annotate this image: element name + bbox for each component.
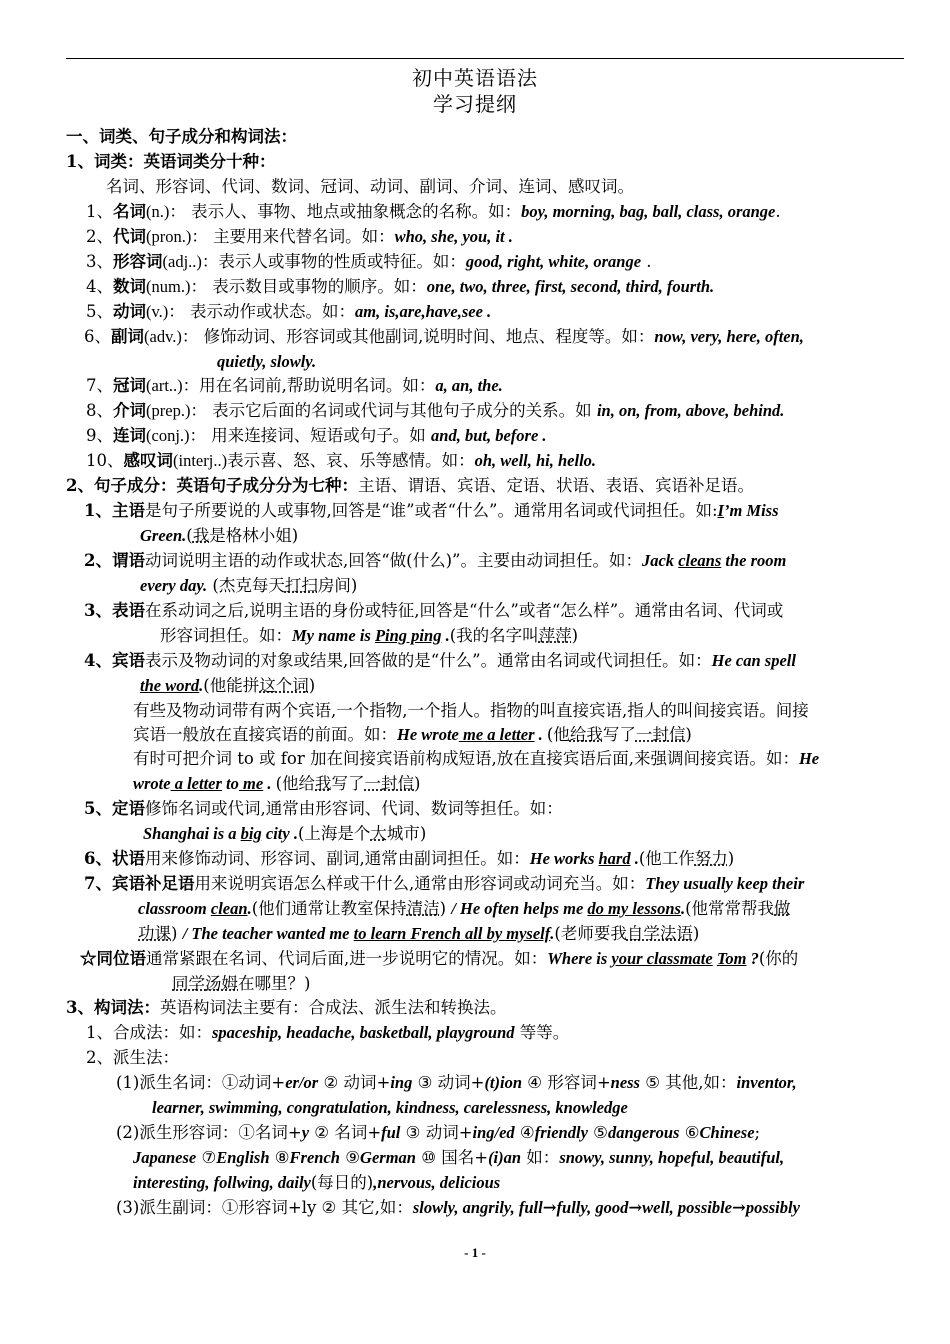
element-appositive: ☆同位语通常紧跟在名词、代词后面,进一步说明它的情况。如：Where is your classmate Tom ?(你的 [80, 949, 799, 968]
derived-adjectives-continuation: interesting, follwing, daily(每日的),nervous, delicious [133, 1173, 501, 1192]
element-complement-continuation: classroom clean.(他们通常让教室保持清洁) / He often helps me do my lessons.(他常常帮我做 [138, 899, 791, 918]
document-title: 初中英语语法 [412, 66, 538, 90]
word-class-item: 10、感叹词(interj..)表示喜、怒、哀、乐等感情。如：oh, well, hi, hello. [86, 451, 597, 470]
element-predicate: 2、谓语动词说明主语的动作或状态,回答“做(什么)”。主要由动词担任。如：Jack cleans the room [84, 551, 787, 570]
word-class-item: 4、数词(num.)： 表示数目或事物的顺序。如：one, two, three, first, second, third, fourth. [86, 277, 715, 296]
element-attribute-continuation: Shanghai is a big city .(上海是个大城市) [143, 824, 427, 843]
element-attribute: 5、定语修饰名词或代词,通常由形容词、代词、数词等担任。如： [84, 799, 563, 818]
element-subject: 1、主语是句子所要说的人或事物,回答是“谁”或者“什么”。通常用名词或代词担任。如:I’m Miss [84, 501, 779, 520]
formation-compound: 1、合成法：如：spaceship, headache, basketball, playground 等等。 [86, 1023, 570, 1042]
header-rule [66, 58, 904, 59]
element-object: 4、宾语表示及物动词的对象或结果,回答做的是“什么”。通常由名词或代词担任。如：He can spell [84, 651, 796, 670]
element-subject-continuation: Green.(我是格林小姐) [140, 526, 299, 545]
derived-nouns: (1)派生名词：①动词+er/or ② 动词+ing ③ 动词+(t)ion ④ 形容词+ness ⑤ 其他,如：inventor, [116, 1073, 797, 1092]
derived-adjectives-continuation: Japanese ⑦English ⑧French ⑨German ⑩ 国名+(i)an 如：snowy, sunny, hopeful, beautiful, [133, 1148, 785, 1167]
subheading-word-classes: 1、词类：英语词类分十种： [66, 152, 276, 171]
element-complement-continuation: 功课) / The teacher wanted me to learn French all by myself.(老师要我自学法语) [138, 924, 700, 943]
element-predicate-continuation: every day. (杰克每天打扫房间) [140, 576, 358, 595]
derived-adverbs: (3)派生副词：①形容词+ly ② 其它,如：slowly, angrily, full→fully, good→well, possible→possibly [116, 1198, 800, 1217]
document-subtitle: 学习提纲 [433, 92, 517, 116]
section-heading-1: 一、词类、句子成分和构词法： [66, 127, 297, 146]
word-class-item: 1、名词(n.)： 表示人、事物、地点或抽象概念的名称。如：boy, morning, bag, ball, class, orange. [86, 202, 781, 221]
formation-derivation: 2、派生法： [86, 1048, 179, 1067]
arrow-icon: → [542, 1198, 557, 1217]
object-paragraph-line: wrote a letter to me . (他给我写了一封信) [133, 774, 421, 793]
page-number: - 1 - [464, 1245, 486, 1260]
derived-nouns-examples: learner, swimming, congratulation, kindness, carelessness, knowledge [152, 1098, 628, 1117]
arrow-icon: → [628, 1198, 643, 1217]
word-class-item: 5、动词(v.)： 表示动作或状态。如：am, is,are,have,see . [86, 302, 492, 321]
word-class-item: 3、形容词(adj..)：表示人或事物的性质或特征。如：good, right, white, orange . [86, 252, 652, 271]
element-appositive-continuation: 同学汤姆在哪里？) [172, 974, 311, 993]
object-paragraph-line: 有时可把介词 to 或 for 加在间接宾语前构成短语,放在直接宾语后面,来强调间接宾语。如：He [133, 749, 820, 768]
word-class-item: 6、副词(adv.)： 修饰动词、形容词或其他副词,说明时间、地点、程度等。如：now, very, here, often, [84, 327, 804, 346]
word-class-list: 名词、形容词、代词、数词、冠词、动词、副词、介词、连词、感叹词。 [106, 177, 634, 196]
element-adverbial: 6、状语用来修饰动词、形容词、副词,通常由副词担任。如：He works hard .(他工作努力) [84, 849, 735, 868]
word-class-item: 9、连词(conj.)： 用来连接词、短语或句子。如 and, but, before . [86, 426, 547, 445]
word-class-item: 2、代词(pron.)： 主要用来代替名词。如：who, she, you, it . [86, 227, 513, 246]
object-paragraph-line: 有些及物动词带有两个宾语,一个指物,一个指人。指物的叫直接宾语,指人的叫间接宾语。间接 [133, 701, 809, 720]
word-class-item: 7、冠词(art..)：用在名词前,帮助说明名词。如：a, an, the. [86, 376, 503, 395]
subheading-word-formation: 3、构词法：英语构词法主要有：合成法、派生法和转换法。 [66, 998, 507, 1017]
element-predicative-continuation: 形容词担任。如：My name is Ping ping .(我的名字叫萍萍) [160, 626, 579, 645]
element-object-continuation: the word.(他能拼这个词) [140, 676, 316, 695]
element-complement: 7、宾语补足语用来说明宾语怎么样或干什么,通常由形容词或动词充当。如：They usually keep their [84, 874, 805, 893]
arrow-icon: → [732, 1198, 746, 1217]
element-predicative: 3、表语在系动词之后,说明主语的身份或特征,回答是“什么”或者“怎么样”。通常由名词、代词或 [84, 601, 784, 620]
subheading-sentence-elements: 2、句子成分：英语句子成分分为七种：主语、谓语、宾语、定语、状语、表语、宾语补足语。 [66, 476, 754, 495]
derived-adjectives: (2)派生形容词：①名词+y ② 名词+ful ③ 动词+ing/ed ④friendly ⑤dangerous ⑥Chinese; [116, 1123, 761, 1142]
word-class-item-continuation: quietly, slowly. [217, 352, 317, 371]
word-class-item: 8、介词(prep.)： 表示它后面的名词或代词与其他句子成分的关系。如 in, on, from, above, behind. [86, 401, 785, 420]
object-paragraph-line: 宾语一般放在直接宾语的前面。如：He wrote me a letter . (他给我写了一封信) [133, 725, 692, 744]
